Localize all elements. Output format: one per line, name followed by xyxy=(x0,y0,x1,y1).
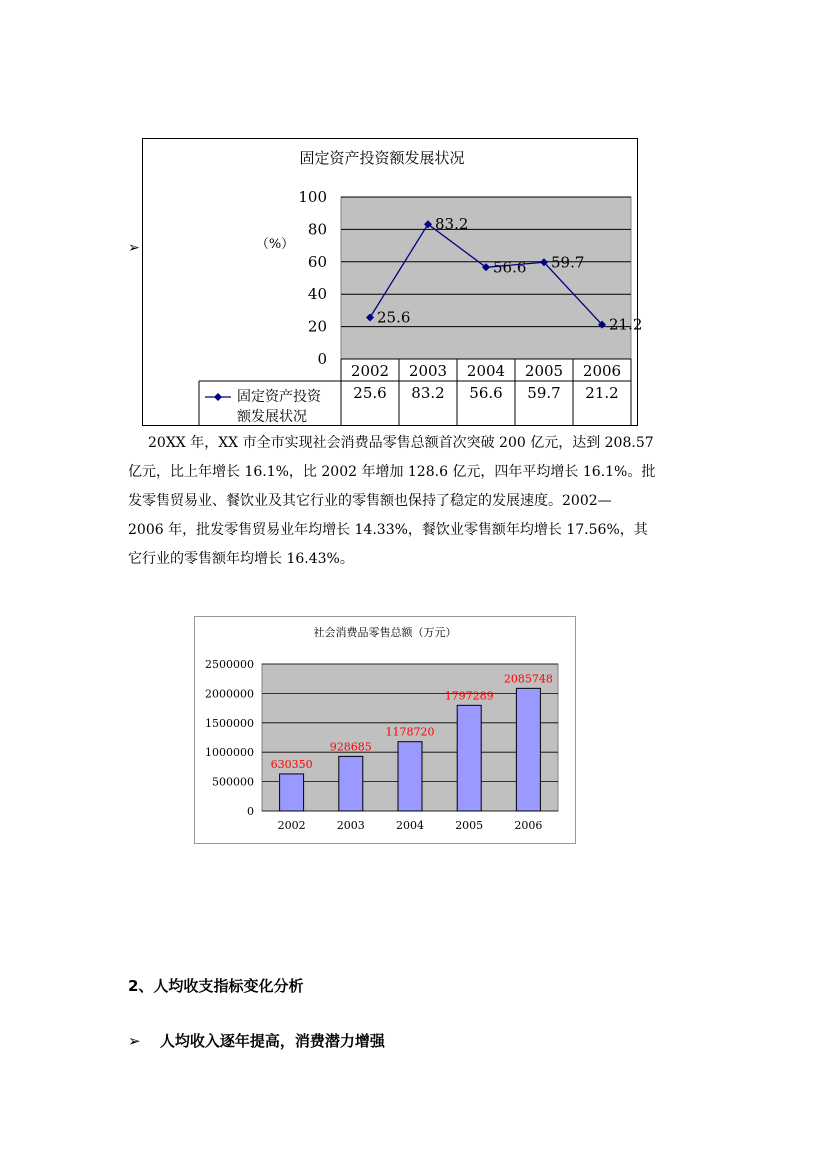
chart1-table-value: 25.6 xyxy=(353,384,387,402)
chart1-x-tick-label: 2002 xyxy=(350,362,390,380)
chart1-data-label: 56.6 xyxy=(493,258,527,277)
chart1-data-label: 25.6 xyxy=(377,308,411,327)
chart1-legend-label-line1: 固定资产投资 xyxy=(237,389,321,405)
chart1-x-tick-label: 2004 xyxy=(466,362,506,380)
chart1-plot-area xyxy=(341,197,631,359)
chart1-table-value: 21.2 xyxy=(585,384,619,402)
sub-heading-text: 人均收入逐年提高，消费潜力增强 xyxy=(159,1032,385,1050)
paragraph-line-5: 它行业的零售额年均增长 16.43%。 xyxy=(128,551,354,567)
chart2-data-label: 1178720 xyxy=(385,725,435,739)
chart2-y-tick-label: 1000000 xyxy=(205,746,254,760)
chart2-title: 社会消费品零售总额（万元） xyxy=(313,626,457,639)
chart1-y-tick-label: 100 xyxy=(298,188,327,206)
chart1-data-label: 83.2 xyxy=(435,215,469,234)
chart2-y-tick-label: 2500000 xyxy=(205,658,254,671)
chart2-bar xyxy=(339,756,363,811)
chart2-bar xyxy=(457,705,481,811)
chart1-y-tick-label: 80 xyxy=(307,220,327,239)
chart1-y-tick-label: 0 xyxy=(317,350,327,368)
chart2-x-tick-label: 2002 xyxy=(277,819,306,832)
paragraph-line-1: 20XX 年，XX 市全市实现社会消费品零售总额首次突破 200 亿元，达到 208.57 xyxy=(148,435,654,451)
fixed-asset-chart xyxy=(142,138,643,426)
chart2-data-label: 2085748 xyxy=(503,672,553,686)
chart2-x-tick-label: 2004 xyxy=(396,819,424,832)
paragraph-line-2: 亿元，比上年增长 16.1%，比 2002 年增加 128.6 亿元，四年平均增长 16.1%。批 xyxy=(128,464,656,480)
paragraph-line-3: 发零售贸易业、餐饮业及其它行业的零售额也保持了稳定的发展速度。2002— xyxy=(128,493,612,509)
chart1-unit-label: （%） xyxy=(255,237,295,252)
chart1-y-tick-label: 40 xyxy=(307,285,327,304)
chart2-data-label: 928685 xyxy=(329,740,372,754)
chart1-y-tick-label: 20 xyxy=(307,317,327,336)
chart1-title: 固定资产投资额发展状况 xyxy=(299,149,465,167)
paragraph-line-4: 2006 年，批发零售贸易业年均增长 14.33%，餐饮业零售额年均增长 17.56%，其 xyxy=(128,522,648,538)
retail-sales-chart xyxy=(194,616,576,844)
chart2-bar xyxy=(398,742,422,811)
chart1-table-value: 59.7 xyxy=(527,384,561,402)
chart1-bullet-icon xyxy=(128,240,140,256)
chart2-bar xyxy=(280,774,304,811)
chart2-x-tick-label: 2005 xyxy=(455,819,484,832)
chart2-y-tick-label: 1500000 xyxy=(205,716,254,730)
chart1-x-tick-label: 2003 xyxy=(408,362,448,380)
chart1-table-value: 56.6 xyxy=(469,384,503,402)
chart1-table-value: 83.2 xyxy=(411,384,445,402)
chart1-x-tick-label: 2006 xyxy=(582,362,622,380)
chart2-y-tick-label: 2000000 xyxy=(205,687,254,701)
chart2-bar xyxy=(516,688,540,811)
chart1-data-label: 21.2 xyxy=(609,315,643,334)
chart1-legend-label-line2: 额发展状况 xyxy=(237,409,307,425)
sub-heading-bullet-icon: ➢ xyxy=(128,1032,141,1050)
retail-sales-chart-svg xyxy=(195,617,575,843)
chart1-data-label: 59.7 xyxy=(551,253,585,272)
chart1-y-tick-label: 60 xyxy=(307,252,327,271)
chart1-x-tick-label: 2005 xyxy=(524,362,564,380)
body-paragraph xyxy=(128,429,710,574)
chart1-legend-marker xyxy=(214,393,222,401)
chart1-bullet-glyph: ➢ xyxy=(128,240,140,256)
chart2-data-label: 1797289 xyxy=(444,689,494,703)
chart2-data-label: 630350 xyxy=(270,757,313,771)
fixed-asset-chart-svg xyxy=(143,139,643,425)
chart2-y-tick-label: 500000 xyxy=(212,775,254,789)
chart2-y-tick-label: 0 xyxy=(247,805,254,818)
chart2-x-tick-label: 2006 xyxy=(514,819,543,832)
sub-heading-row xyxy=(128,1030,385,1051)
chart2-x-tick-label: 2003 xyxy=(336,819,365,832)
section-heading: 2、人均收支指标变化分析 xyxy=(128,977,304,995)
